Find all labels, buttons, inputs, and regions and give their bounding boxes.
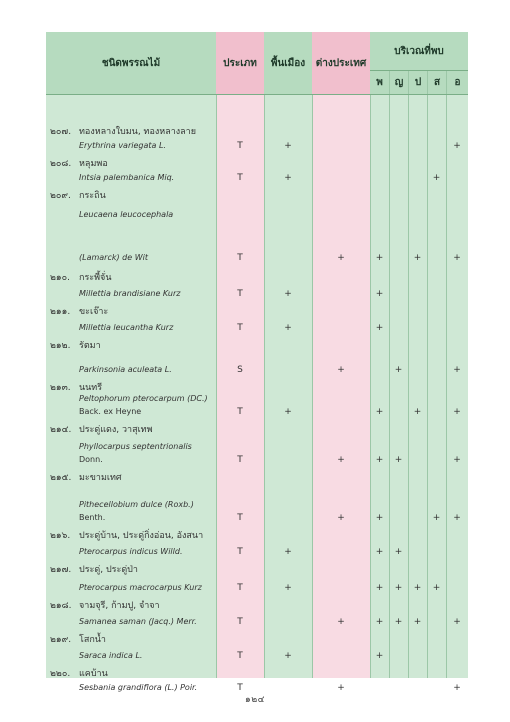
row-number: ๒๐๙. [50, 191, 71, 201]
scientific-name: Pithecellobium dulce (Roxb.) [79, 500, 194, 509]
header-region-3: ป [409, 71, 427, 94]
type-cell: S [237, 365, 243, 375]
scientific-name: (Lamarck) de Wit [79, 253, 148, 262]
region-cell: + [413, 253, 422, 263]
type-cell: T [237, 513, 243, 523]
thai-name: กระถิน [79, 191, 106, 201]
table-header [46, 32, 468, 95]
region-cell: + [375, 617, 384, 627]
scientific-name: Phyllocarpus septentrionalis [79, 442, 192, 451]
native-cell: + [284, 407, 292, 417]
native-cell: + [284, 583, 292, 593]
region-cell: + [394, 455, 403, 465]
scientific-name: Sesbania grandiflora (L.) Poir. [79, 683, 198, 692]
table-row [46, 156, 468, 186]
header-species: ชนิดพรรณไม้ [46, 32, 216, 94]
thai-name: โสกน้ำ [79, 635, 106, 645]
region-cell: + [453, 513, 461, 523]
table-row [46, 470, 468, 526]
row-number: ๒๒๐. [50, 669, 71, 679]
table-row [46, 270, 468, 302]
thai-name: รัตมา [79, 341, 101, 351]
thai-name: กระพี้จั่น [79, 273, 112, 283]
table-row [46, 380, 468, 420]
type-cell: T [237, 617, 243, 627]
native-cell: + [284, 173, 292, 183]
region-cell: + [394, 617, 403, 627]
type-cell: T [237, 547, 243, 557]
table-row [46, 528, 468, 560]
row-number: ๒๐๗. [50, 127, 72, 137]
region-cell: + [375, 455, 384, 465]
type-cell: T [237, 583, 243, 593]
scientific-name: Samanea saman (Jacq.) Merr. [79, 617, 197, 626]
scientific-name: Parkinsonia aculeata L. [79, 365, 172, 374]
foreign-cell: + [337, 513, 345, 523]
thai-name: นนทรี [79, 383, 103, 393]
type-cell: T [237, 173, 243, 183]
region-cell: + [432, 513, 441, 523]
table-row [46, 562, 468, 596]
row-number: ๒๑๔. [50, 425, 72, 435]
region-cell: + [453, 617, 461, 627]
thai-name: ทองหลางใบมน, ทองหลางลาย [79, 127, 197, 137]
native-cell: + [284, 323, 292, 333]
thai-name: มะขามเทศ [79, 473, 122, 483]
region-cell: + [413, 407, 422, 417]
scientific-name: Pterocarpus macrocarpus Kurz [79, 583, 202, 592]
header-regions-title: บริเวณที่พบ [370, 32, 468, 70]
foreign-cell: + [337, 617, 345, 627]
table-row [46, 598, 468, 630]
thai-name: แคบ้าน [79, 669, 108, 679]
region-cell: + [413, 583, 422, 593]
native-cell: + [284, 141, 292, 151]
foreign-cell: + [337, 455, 345, 465]
thai-name: ประดู่, ประดู่ป่า [79, 565, 138, 575]
row-number: ๒๑๐. [50, 273, 70, 283]
region-cell: + [453, 683, 461, 693]
type-cell: T [237, 407, 243, 417]
region-cell: + [375, 547, 384, 557]
type-cell: T [237, 253, 243, 263]
native-cell: + [284, 289, 292, 299]
thai-name: ประดู่บ้าน, ประดู่กิ่งอ่อน, อังสนา [79, 531, 204, 541]
table-row [46, 124, 468, 154]
region-cell: + [453, 455, 461, 465]
type-cell: T [237, 289, 243, 299]
table-row [46, 338, 468, 378]
foreign-cell: + [337, 253, 345, 263]
region-cell: + [453, 407, 461, 417]
page-number: ๑๒๔ [245, 695, 265, 705]
native-cell: + [284, 651, 292, 661]
header-region-1: พ [370, 71, 389, 94]
table-row [46, 632, 468, 664]
region-cell: + [375, 323, 384, 333]
region-cell: + [394, 365, 403, 375]
scientific-name: Donn. [79, 455, 103, 464]
scientific-name: Peltophorum pterocarpum (DC.) [79, 394, 208, 403]
row-number: ๒๑๓. [50, 383, 71, 393]
foreign-cell: + [337, 683, 345, 693]
header-type: ประเภท [216, 32, 264, 94]
thai-name: ประดู่แดง, วาสุเทพ [79, 425, 153, 435]
scientific-name: Millettia brandisiane Kurz [79, 289, 181, 298]
row-number: ๒๐๘. [50, 159, 72, 169]
region-cell: + [394, 547, 403, 557]
region-cell: + [453, 141, 461, 151]
thai-name: หลุมพอ [79, 159, 108, 169]
header-native: พื้นเมือง [264, 32, 312, 94]
region-cell: + [375, 289, 384, 299]
table-row [46, 188, 468, 266]
thai-name: ขะเจ๊าะ [79, 307, 109, 317]
region-cell: + [375, 513, 384, 523]
header-foreign: ต่างประเทศ [312, 32, 370, 94]
region-cell: + [453, 253, 461, 263]
region-cell: + [432, 173, 441, 183]
row-number: ๒๑๙. [50, 635, 72, 645]
row-number: ๒๑๑. [50, 307, 71, 317]
region-cell: + [375, 583, 384, 593]
foreign-cell: + [337, 365, 345, 375]
scientific-name: Erythrina variegata L. [79, 141, 166, 150]
scientific-name: Leucaena leucocephala [79, 210, 174, 219]
type-cell: T [237, 651, 243, 661]
region-cell: + [375, 407, 384, 417]
region-cell: + [375, 253, 384, 263]
region-cell: + [432, 583, 441, 593]
table-row [46, 304, 468, 336]
row-number: ๒๑๗. [50, 565, 72, 575]
region-cell: + [394, 583, 403, 593]
row-number: ๒๑๒. [50, 341, 71, 351]
type-cell: T [237, 683, 243, 693]
row-number: ๒๑๘. [50, 601, 72, 611]
species-table [46, 32, 468, 693]
type-cell: T [237, 323, 243, 333]
scientific-name: Back. ex Heyne [79, 407, 142, 416]
region-cell: + [453, 365, 461, 375]
type-cell: T [237, 141, 243, 151]
native-cell: + [284, 547, 292, 557]
header-region-5: อ [447, 71, 468, 94]
header-region-4: ส [428, 71, 446, 94]
scientific-name: Intsia palembanica Miq. [79, 173, 175, 182]
row-number: ๒๑๕. [50, 473, 72, 483]
table-row [46, 422, 468, 468]
scientific-name: Pterocarpus indicus Willd. [79, 547, 183, 556]
thai-name: จามจุรี, ก้ามปู, จำจา [79, 601, 160, 611]
scientific-name: Benth. [79, 513, 106, 522]
region-cell: + [413, 617, 422, 627]
region-cell: + [375, 651, 384, 661]
type-cell: T [237, 455, 243, 465]
scientific-name: Saraca indica L. [79, 651, 143, 660]
header-region-2: ญ [390, 71, 408, 94]
scientific-name: Millettia leucantha Kurz [79, 323, 174, 332]
row-number: ๒๑๖. [50, 531, 71, 541]
